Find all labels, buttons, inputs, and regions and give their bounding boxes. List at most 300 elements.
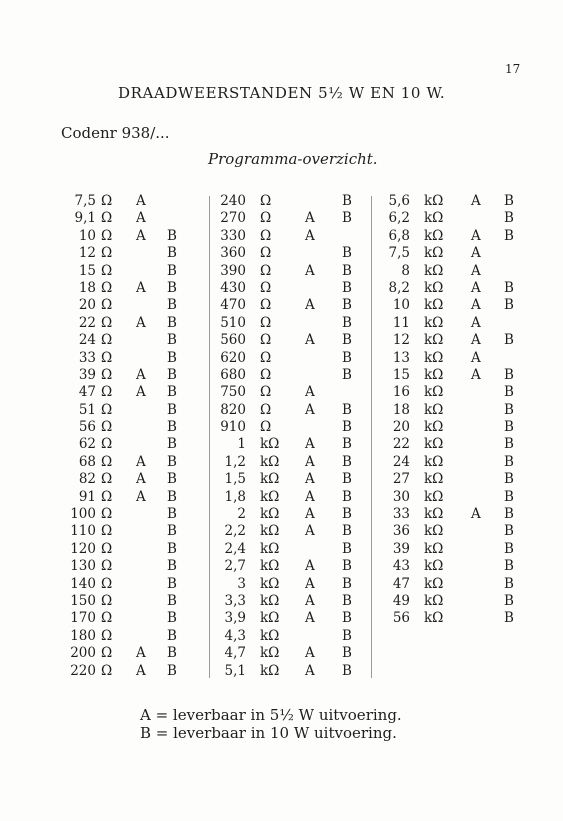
resistance-unit: kΩ xyxy=(424,210,444,227)
availability-a: A xyxy=(305,471,315,488)
availability-b: B xyxy=(167,523,177,540)
availability-b: B xyxy=(342,540,352,557)
availability-b: B xyxy=(167,262,177,279)
table-row xyxy=(212,297,364,314)
resistance-unit: kΩ xyxy=(424,558,444,575)
resistance-unit: kΩ xyxy=(424,610,444,627)
availability-b: B xyxy=(167,419,177,436)
resistance-value: 180 xyxy=(70,627,96,644)
availability-b: B xyxy=(342,349,352,366)
resistance-value: 510 xyxy=(220,314,246,331)
availability-b: B xyxy=(167,471,177,488)
table-row xyxy=(50,471,200,488)
resistance-unit: Ω xyxy=(101,349,113,366)
resistance-value: 8,2 xyxy=(388,279,410,296)
resistance-unit: Ω xyxy=(260,227,272,244)
availability-b: B xyxy=(167,436,177,453)
legend-a: A = leverbaar in 5½ W uitvoering. xyxy=(140,706,402,724)
table-row xyxy=(212,419,364,436)
table-row xyxy=(212,384,364,401)
availability-b: B xyxy=(167,488,177,505)
resistance-value: 13 xyxy=(392,349,410,366)
resistance-value: 3 xyxy=(237,575,246,592)
table-row xyxy=(376,193,526,210)
availability-a: A xyxy=(305,506,315,523)
table-row xyxy=(376,576,526,593)
resistance-unit: kΩ xyxy=(424,592,444,609)
availability-b: B xyxy=(342,627,352,644)
resistor-column-1 xyxy=(50,193,200,680)
availability-a: A xyxy=(136,453,146,470)
table-row xyxy=(376,263,526,280)
availability-b: B xyxy=(504,540,514,557)
resistance-unit: kΩ xyxy=(424,453,444,470)
resistance-unit: Ω xyxy=(101,523,113,540)
availability-a: A xyxy=(471,262,481,279)
table-row xyxy=(212,489,364,506)
resistance-value: 680 xyxy=(220,366,246,383)
table-row xyxy=(212,523,364,540)
resistance-value: 27 xyxy=(392,471,410,488)
resistance-unit: Ω xyxy=(101,419,113,436)
resistance-value: 36 xyxy=(392,523,410,540)
resistance-unit: kΩ xyxy=(424,401,444,418)
resistance-value: 7,5 xyxy=(388,245,410,262)
resistance-value: 170 xyxy=(70,610,96,627)
resistance-unit: Ω xyxy=(101,506,113,523)
availability-b: B xyxy=(342,401,352,418)
availability-b: B xyxy=(342,436,352,453)
table-row xyxy=(212,280,364,297)
availability-a: A xyxy=(471,279,481,296)
resistance-unit: Ω xyxy=(101,332,113,349)
availability-b: B xyxy=(167,592,177,609)
table-row xyxy=(50,210,200,227)
resistance-unit: Ω xyxy=(101,193,113,209)
availability-b: B xyxy=(167,297,177,314)
resistance-value: 62 xyxy=(78,436,96,453)
table-row xyxy=(376,384,526,401)
availability-b: B xyxy=(342,523,352,540)
table-row xyxy=(212,471,364,488)
availability-b: B xyxy=(342,488,352,505)
table-row xyxy=(50,489,200,506)
resistance-unit: Ω xyxy=(260,349,272,366)
availability-a: A xyxy=(471,314,481,331)
table-row xyxy=(212,558,364,575)
resistance-value: 15 xyxy=(78,262,96,279)
availability-a: A xyxy=(305,227,315,244)
resistance-value: 20 xyxy=(392,419,410,436)
resistance-value: 820 xyxy=(220,401,246,418)
resistance-value: 24 xyxy=(78,332,96,349)
table-row xyxy=(376,367,526,384)
availability-a: A xyxy=(305,592,315,609)
resistance-value: 1 xyxy=(237,436,246,453)
column-divider-1 xyxy=(209,196,210,678)
resistance-unit: Ω xyxy=(260,384,272,401)
resistance-unit: kΩ xyxy=(260,471,280,488)
resistance-value: 8 xyxy=(401,262,410,279)
table-row xyxy=(212,263,364,280)
resistance-value: 22 xyxy=(392,436,410,453)
page-title: DRAADWEERSTANDEN 5½ W EN 10 W. xyxy=(118,84,446,102)
resistance-value: 47 xyxy=(392,575,410,592)
table-row xyxy=(376,228,526,245)
availability-b: B xyxy=(342,419,352,436)
column-divider-2 xyxy=(371,196,372,678)
resistance-unit: Ω xyxy=(101,592,113,609)
availability-b: B xyxy=(167,349,177,366)
availability-a: A xyxy=(136,366,146,383)
table-row xyxy=(376,245,526,262)
table-row xyxy=(212,315,364,332)
resistance-unit: Ω xyxy=(101,210,113,227)
table-row xyxy=(50,228,200,245)
resistance-unit: kΩ xyxy=(260,610,280,627)
availability-a: A xyxy=(305,523,315,540)
resistance-unit: Ω xyxy=(101,279,113,296)
table-row xyxy=(50,628,200,645)
resistor-column-2 xyxy=(212,193,364,680)
resistance-unit: Ω xyxy=(260,245,272,262)
resistance-value: 120 xyxy=(70,540,96,557)
table-row xyxy=(212,436,364,453)
resistance-unit: Ω xyxy=(101,662,113,679)
availability-b: B xyxy=(342,645,352,662)
resistance-value: 3,3 xyxy=(224,592,246,609)
resistance-unit: kΩ xyxy=(260,627,280,644)
resistance-value: 150 xyxy=(70,592,96,609)
availability-a: A xyxy=(136,227,146,244)
resistance-unit: kΩ xyxy=(260,523,280,540)
availability-b: B xyxy=(504,297,514,314)
resistance-unit: kΩ xyxy=(424,245,444,262)
resistance-value: 47 xyxy=(78,384,96,401)
resistance-unit: kΩ xyxy=(424,349,444,366)
resistance-unit: kΩ xyxy=(424,314,444,331)
resistance-value: 750 xyxy=(220,384,246,401)
table-row xyxy=(212,645,364,662)
resistance-unit: kΩ xyxy=(424,488,444,505)
table-row xyxy=(376,454,526,471)
resistance-unit: Ω xyxy=(260,193,272,209)
resistance-value: 33 xyxy=(78,349,96,366)
resistance-value: 330 xyxy=(220,227,246,244)
table-row xyxy=(50,297,200,314)
table-row xyxy=(50,402,200,419)
availability-b: B xyxy=(167,384,177,401)
availability-b: B xyxy=(504,592,514,609)
availability-b: B xyxy=(167,401,177,418)
availability-a: A xyxy=(136,471,146,488)
resistor-column-3 xyxy=(376,193,526,628)
resistance-unit: kΩ xyxy=(260,506,280,523)
resistance-unit: kΩ xyxy=(424,332,444,349)
availability-b: B xyxy=(167,627,177,644)
resistance-value: 18 xyxy=(392,401,410,418)
resistance-unit: Ω xyxy=(260,401,272,418)
availability-b: B xyxy=(504,401,514,418)
resistance-unit: Ω xyxy=(101,610,113,627)
resistance-unit: kΩ xyxy=(424,193,444,209)
resistance-value: 2,2 xyxy=(224,523,246,540)
resistance-value: 270 xyxy=(220,210,246,227)
resistance-unit: kΩ xyxy=(260,645,280,662)
table-row xyxy=(376,471,526,488)
resistance-value: 140 xyxy=(70,575,96,592)
availability-a: A xyxy=(305,401,315,418)
resistance-value: 51 xyxy=(78,401,96,418)
availability-a: A xyxy=(305,384,315,401)
resistance-value: 430 xyxy=(220,279,246,296)
resistance-value: 30 xyxy=(392,488,410,505)
resistance-value: 56 xyxy=(78,419,96,436)
table-row xyxy=(50,558,200,575)
resistance-value: 1,2 xyxy=(224,453,246,470)
availability-a: A xyxy=(136,645,146,662)
availability-a: A xyxy=(305,332,315,349)
table-row xyxy=(376,419,526,436)
resistance-value: 1,8 xyxy=(224,488,246,505)
availability-a: A xyxy=(136,193,146,209)
availability-b: B xyxy=(504,558,514,575)
table-row xyxy=(50,350,200,367)
availability-a: A xyxy=(471,332,481,349)
availability-a: A xyxy=(305,453,315,470)
table-row xyxy=(212,228,364,245)
resistance-value: 39 xyxy=(392,540,410,557)
availability-b: B xyxy=(342,332,352,349)
resistance-unit: Ω xyxy=(101,384,113,401)
program-overview-heading: Programma-overzicht. xyxy=(208,150,378,168)
availability-a: A xyxy=(471,506,481,523)
resistance-value: 360 xyxy=(220,245,246,262)
table-row xyxy=(50,610,200,627)
availability-a: A xyxy=(305,297,315,314)
availability-b: B xyxy=(167,540,177,557)
availability-b: B xyxy=(167,558,177,575)
resistance-unit: Ω xyxy=(260,366,272,383)
resistance-value: 49 xyxy=(392,592,410,609)
resistance-value: 130 xyxy=(70,558,96,575)
availability-b: B xyxy=(342,279,352,296)
table-row xyxy=(50,541,200,558)
table-row xyxy=(50,419,200,436)
table-row xyxy=(376,541,526,558)
availability-b: B xyxy=(167,575,177,592)
resistance-unit: kΩ xyxy=(424,471,444,488)
resistance-unit: Ω xyxy=(260,279,272,296)
resistance-unit: Ω xyxy=(101,366,113,383)
availability-a: A xyxy=(136,384,146,401)
resistance-value: 56 xyxy=(392,610,410,627)
resistance-value: 910 xyxy=(220,419,246,436)
availability-b: B xyxy=(342,506,352,523)
resistance-value: 12 xyxy=(392,332,410,349)
resistance-unit: Ω xyxy=(101,575,113,592)
resistance-unit: kΩ xyxy=(424,419,444,436)
resistance-value: 10 xyxy=(78,227,96,244)
table-row xyxy=(376,350,526,367)
resistance-unit: kΩ xyxy=(260,662,280,679)
table-row xyxy=(376,523,526,540)
availability-a: A xyxy=(305,558,315,575)
table-row xyxy=(376,489,526,506)
resistance-unit: kΩ xyxy=(424,436,444,453)
table-row xyxy=(376,297,526,314)
resistance-value: 4,7 xyxy=(224,645,246,662)
table-row xyxy=(50,280,200,297)
resistance-value: 91 xyxy=(78,488,96,505)
resistance-unit: Ω xyxy=(101,436,113,453)
table-row xyxy=(212,628,364,645)
resistance-value: 2,4 xyxy=(224,540,246,557)
resistance-unit: kΩ xyxy=(260,436,280,453)
table-row xyxy=(50,506,200,523)
availability-b: B xyxy=(342,314,352,331)
table-row xyxy=(376,315,526,332)
table-row xyxy=(50,523,200,540)
resistance-unit: Ω xyxy=(260,210,272,227)
resistance-value: 22 xyxy=(78,314,96,331)
resistance-value: 24 xyxy=(392,453,410,470)
availability-b: B xyxy=(167,314,177,331)
resistance-value: 5,6 xyxy=(388,193,410,209)
table-row xyxy=(212,402,364,419)
availability-b: B xyxy=(342,592,352,609)
resistance-unit: kΩ xyxy=(424,523,444,540)
availability-b: B xyxy=(167,279,177,296)
availability-b: B xyxy=(167,645,177,662)
availability-b: B xyxy=(167,453,177,470)
availability-b: B xyxy=(504,227,514,244)
availability-b: B xyxy=(504,419,514,436)
code-number: Codenr 938/... xyxy=(61,124,170,142)
availability-a: A xyxy=(305,210,315,227)
resistance-unit: kΩ xyxy=(424,366,444,383)
availability-b: B xyxy=(504,210,514,227)
table-row xyxy=(212,454,364,471)
table-row xyxy=(50,367,200,384)
resistance-value: 43 xyxy=(392,558,410,575)
table-row xyxy=(376,210,526,227)
availability-b: B xyxy=(342,193,352,209)
resistance-value: 220 xyxy=(70,662,96,679)
availability-b: B xyxy=(342,210,352,227)
resistance-unit: kΩ xyxy=(424,540,444,557)
table-row xyxy=(376,436,526,453)
availability-b: B xyxy=(167,227,177,244)
resistance-unit: Ω xyxy=(101,401,113,418)
availability-a: A xyxy=(305,262,315,279)
table-row xyxy=(212,663,364,680)
resistance-value: 9,1 xyxy=(74,210,96,227)
table-row xyxy=(212,332,364,349)
availability-b: B xyxy=(342,366,352,383)
resistance-unit: kΩ xyxy=(424,384,444,401)
resistance-value: 3,9 xyxy=(224,610,246,627)
resistance-unit: Ω xyxy=(101,314,113,331)
table-row xyxy=(212,245,364,262)
availability-b: B xyxy=(504,506,514,523)
table-row xyxy=(376,332,526,349)
availability-b: B xyxy=(167,610,177,627)
resistance-unit: Ω xyxy=(101,645,113,662)
availability-a: A xyxy=(305,610,315,627)
resistance-unit: Ω xyxy=(260,262,272,279)
resistance-unit: Ω xyxy=(101,453,113,470)
resistance-unit: Ω xyxy=(101,488,113,505)
availability-b: B xyxy=(504,366,514,383)
resistance-value: 110 xyxy=(70,523,96,540)
resistance-value: 6,2 xyxy=(388,210,410,227)
availability-b: B xyxy=(504,523,514,540)
availability-b: B xyxy=(504,436,514,453)
availability-b: B xyxy=(504,610,514,627)
resistance-value: 16 xyxy=(392,384,410,401)
availability-a: A xyxy=(305,645,315,662)
availability-b: B xyxy=(342,662,352,679)
availability-b: B xyxy=(342,575,352,592)
resistance-value: 11 xyxy=(392,314,410,331)
availability-b: B xyxy=(167,662,177,679)
availability-b: B xyxy=(504,384,514,401)
resistance-value: 68 xyxy=(78,453,96,470)
legend-b: B = leverbaar in 10 W uitvoering. xyxy=(140,724,397,742)
table-row xyxy=(376,506,526,523)
availability-b: B xyxy=(342,297,352,314)
resistance-value: 240 xyxy=(220,193,246,209)
resistance-unit: Ω xyxy=(101,558,113,575)
availability-b: B xyxy=(342,610,352,627)
table-row xyxy=(376,558,526,575)
availability-a: A xyxy=(136,210,146,227)
availability-b: B xyxy=(342,558,352,575)
table-row xyxy=(212,210,364,227)
table-row xyxy=(50,332,200,349)
table-row xyxy=(50,663,200,680)
resistance-value: 560 xyxy=(220,332,246,349)
table-row xyxy=(50,263,200,280)
availability-b: B xyxy=(504,471,514,488)
availability-b: B xyxy=(167,506,177,523)
table-row xyxy=(212,593,364,610)
availability-b: B xyxy=(504,279,514,296)
availability-b: B xyxy=(342,471,352,488)
table-row xyxy=(50,384,200,401)
availability-b: B xyxy=(504,575,514,592)
availability-a: A xyxy=(471,349,481,366)
resistance-unit: Ω xyxy=(101,245,113,262)
table-row xyxy=(376,402,526,419)
table-row xyxy=(50,315,200,332)
availability-b: B xyxy=(342,262,352,279)
resistance-value: 6,8 xyxy=(388,227,410,244)
availability-a: A xyxy=(136,314,146,331)
resistance-value: 33 xyxy=(392,506,410,523)
availability-a: A xyxy=(136,279,146,296)
resistance-value: 5,1 xyxy=(224,662,246,679)
resistance-unit: Ω xyxy=(101,627,113,644)
resistance-value: 470 xyxy=(220,297,246,314)
table-row xyxy=(212,367,364,384)
resistance-unit: Ω xyxy=(260,419,272,436)
resistance-value: 82 xyxy=(78,471,96,488)
resistance-value: 390 xyxy=(220,262,246,279)
table-row xyxy=(212,541,364,558)
resistance-value: 10 xyxy=(392,297,410,314)
